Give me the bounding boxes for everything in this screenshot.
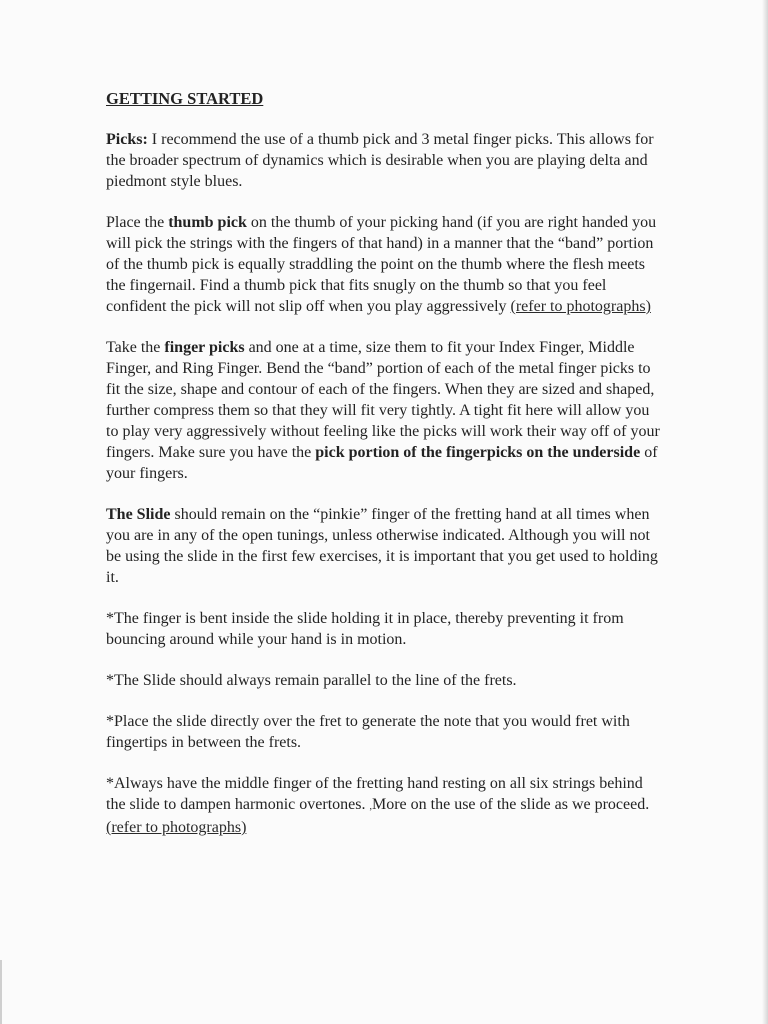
refer-to-photographs-link[interactable]: (refer to photographs) — [510, 298, 651, 315]
slide-term: The Slide — [106, 506, 171, 523]
thumb-pick-pre: Place the — [106, 214, 169, 231]
document-body — [106, 84, 662, 858]
page-edge-shadow — [762, 0, 768, 1024]
paragraph-slide-placement: *Place the slide directly over the fret to generate the note that you would fret with fingertips in between the frets. — [106, 713, 630, 751]
finger-picks-post: of your fingers. — [106, 444, 658, 482]
picks-label: Picks: — [106, 131, 148, 148]
paragraph-slide-parallel: *The Slide should always remain parallel to the line of the frets. — [106, 672, 517, 689]
refer-to-photographs-link-2[interactable]: (refer to photographs) — [106, 819, 247, 836]
paragraph-finger-picks — [106, 337, 662, 484]
picks-text: I recommend the use of a thumb pick and 3 metal finger picks. This allows for the broader spectrum of dynamics which is desirable when you are playing delta and piedmont style blues. — [106, 131, 654, 190]
paragraph-picks — [106, 129, 662, 192]
finger-picks-emphasis: pick portion of the fingerpicks on the underside — [315, 444, 641, 461]
finger-picks-text: and one at a time, size them to fit your Index Finger, Middle Finger, and Ring Finger. Bend the “band” portion of each of the metal finger picks to fit the size, shape and contour of each of the fingers. When they are sized and shaped, further compress them so that they will fit very tightly. A tight fit here will allow you to play very aggressively without feeling like the picks will work their way off of your fingers. Make sure you have the — [106, 339, 660, 461]
finger-picks-term: finger picks — [164, 339, 245, 356]
finger-picks-pre: Take the — [106, 339, 165, 356]
paragraph-slide — [106, 504, 662, 588]
middle-finger-text2: More on the use of the slide as we proceed. — [371, 796, 650, 813]
middle-finger-text: *Always have the middle finger of the fretting hand resting on all six strings behind the slide to dampen harmonic overtones. — [106, 775, 643, 813]
thumb-pick-term: thumb pick — [168, 214, 247, 231]
stray-mark: , — [369, 801, 372, 812]
page-edge-mark — [0, 960, 2, 1024]
paragraph-middle-finger — [106, 773, 662, 838]
page-title: GETTING STARTED — [106, 89, 264, 108]
slide-text: should remain on the “pinkie” finger of the fretting hand at all times when you are in any of the open tunings, unless otherwise indicated. Although you will not be using the slide in the first few exercises, it is important that you get used to holding it. — [106, 506, 658, 586]
paragraph-slide-finger: *The finger is bent inside the slide holding it in place, thereby preventing it from bouncing around while your hand is in motion. — [106, 610, 624, 648]
thumb-pick-text: on the thumb of your picking hand (if you are right handed you will pick the strings with the fingers of that hand) in a manner that the “band” portion of the thumb pick is equally straddling the point on the thumb where the flesh meets the fingernail. Find a thumb pick that fits snugly on the thumb so that you feel confident the pick will not slip off when you play aggressively — [106, 214, 657, 315]
paragraph-thumb-pick — [106, 212, 662, 317]
